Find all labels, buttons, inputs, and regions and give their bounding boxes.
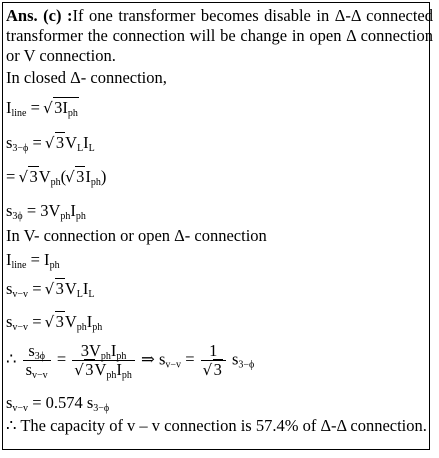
eq-v-power-phase: $s_{v-v}$ = √ $3V_{ph}I_{ph}$ [6,311,102,333]
eq-ratio-value: $s_{v-v} = 0.574$ $s_{3-\phi}$ [6,393,110,414]
ratio-fraction-right: 1 √ 3 [201,342,226,379]
ratio-fraction-left: $\frac{s_{3\phi}}{s_{v-v}}$ [23,342,51,379]
eq-v-line-current: $I_{line} = I_{ph}$ [6,250,60,271]
eq-line-current: $I_{line}$ = √ $3I_{ph}$ [6,97,79,119]
intro-text: If one transformer becomes disable in Δ-Δ connected transformer the connection will be change in open Δ connection or V connection. [6,6,433,65]
closed-delta-label: In closed Δ- connection, [6,68,167,87]
answer-heading: Ans. (c) : [6,6,73,25]
intro-paragraph [6,6,433,66]
eq-ratio: ∴ $\frac{s_{3\phi}}{s_{v-v}}$ = $3V_{ph}I_{ph}$ √ $3V_{ph}I_{ph}$ ⇒ $s_{v-v}$ = 1 √ 3 $s_{3-\phi}$ [6,342,254,379]
eq-closed-delta-power: $s_{3\phi} = 3V_{ph}I_{ph}$ [6,201,86,222]
eq-v-power-line: $s_{v-v}$ = √ $3V_LI_L$ [6,278,95,300]
eq-three-phase-power: $s_{3-\phi}$ = √ $3V_LI_L$ [6,132,95,154]
ratio-fraction-middle: $3V_{ph}I_{ph}$ √ $3V_{ph}I_{ph}$ [72,342,135,379]
eq-phase-substitution: = √ $3V_{ph}(√$ $3I_{ph}$) [6,166,106,188]
conclusion-text: ∴ The capacity of v – v connection is 57.4% of Δ-Δ connection. [6,416,427,435]
open-delta-label: In V- connection or open Δ- connection [6,226,267,245]
